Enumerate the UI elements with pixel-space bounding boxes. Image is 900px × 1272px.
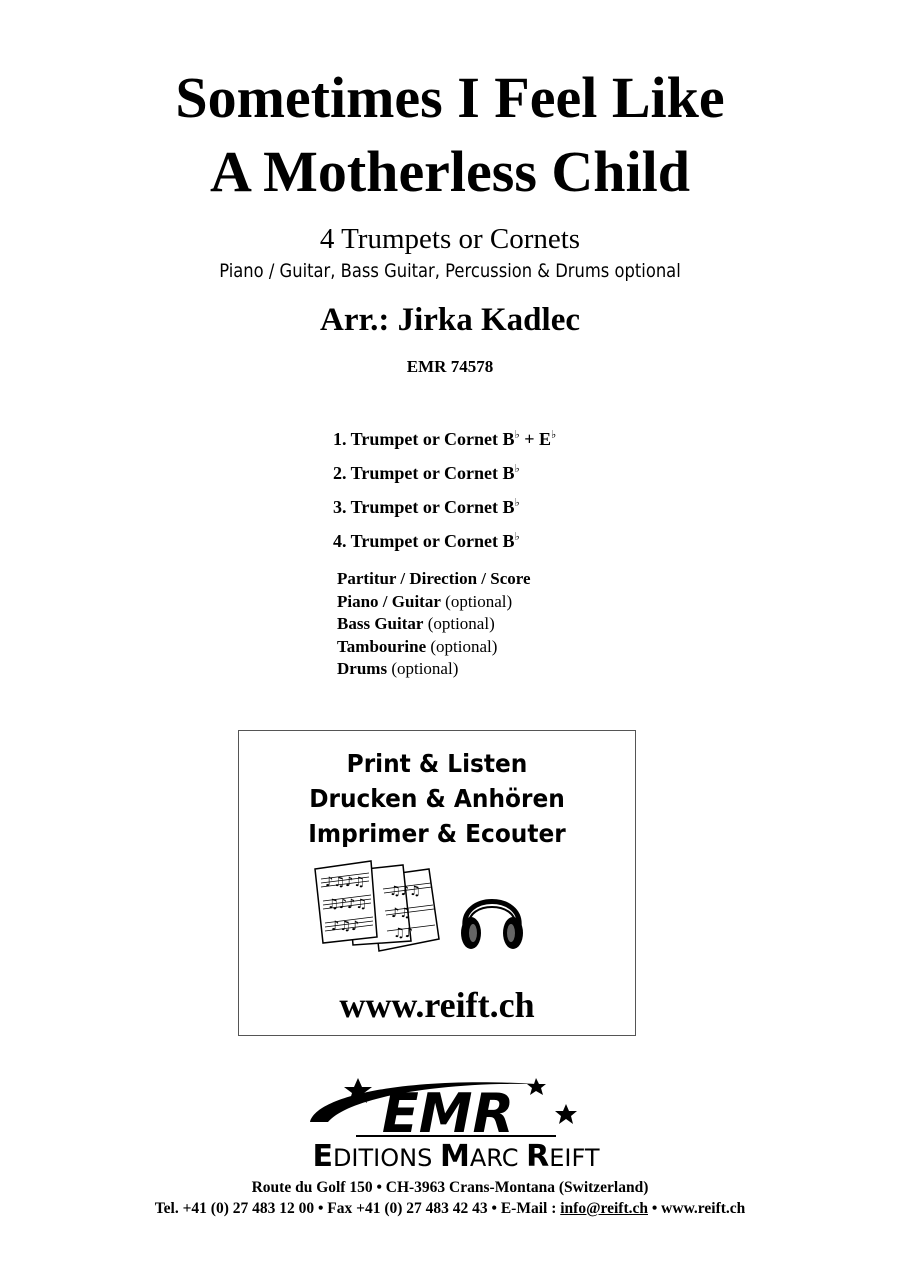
score-name: Tambourine — [337, 636, 427, 656]
flat-sign: ♭ — [514, 463, 520, 475]
sheet-music-icon — [311, 859, 441, 955]
promo-line-2: Drucken & Anhören — [309, 784, 565, 813]
publisher-address: Route du Golf 150 • CH-3963 Crans-Montana (Switzerland) — [251, 1179, 649, 1196]
score-name: Partitur / Direction / Score — [337, 569, 531, 588]
score-item — [337, 613, 531, 636]
svg-text:♪♫♪: ♪♫♪ — [331, 919, 360, 934]
score-item — [337, 568, 531, 591]
part-label: 3. Trumpet or Cornet B — [333, 497, 515, 517]
publisher-name: EDITIONS MARC REIFT — [312, 1139, 600, 1170]
score-item — [337, 658, 531, 681]
promo-line-3: Imprimer & Ecouter — [308, 819, 566, 848]
contact-suffix: • www.reift.ch — [648, 1200, 746, 1217]
part-item — [333, 522, 556, 556]
part-extra: + E — [519, 429, 551, 449]
svg-text:♪♫: ♪♫ — [391, 906, 411, 921]
title-line-1: Sometimes I Feel Like — [175, 65, 725, 130]
svg-text:♫♪♫: ♫♪♫ — [389, 884, 421, 899]
score-name: Bass Guitar — [337, 614, 424, 634]
part-item — [333, 488, 556, 522]
score-note: (optional) — [426, 636, 498, 656]
contact-prefix: Tel. +41 (0) 27 483 12 00 • Fax +41 (0) 27 483 42 43 • E-Mail : — [154, 1200, 561, 1217]
svg-text:♫♪: ♫♪ — [393, 926, 413, 941]
flat-sign: ♭ — [514, 429, 520, 441]
part-label: 1. Trumpet or Cornet B — [333, 429, 515, 449]
score-item — [337, 591, 531, 614]
print-listen-box — [238, 730, 636, 1036]
title-line-2: A Motherless Child — [209, 139, 691, 204]
catalog-number: EMR 74578 — [406, 357, 494, 376]
part-label: 4. Trumpet or Cornet B — [333, 531, 515, 551]
svg-text:♪♫♪♫: ♪♫♪♫ — [325, 875, 365, 890]
headphones-icon — [457, 879, 527, 955]
scores-list — [337, 568, 531, 681]
parts-list — [333, 420, 556, 556]
score-name: Drums — [337, 659, 388, 679]
email-link[interactable]: info@reift.ch — [560, 1200, 648, 1217]
part-item — [333, 454, 556, 488]
publisher-contact — [0, 1198, 900, 1220]
part-label: 2. Trumpet or Cornet B — [333, 463, 515, 483]
instrumentation: Piano / Guitar, Bass Guitar, Percussion & Drums optional — [219, 260, 681, 282]
website-url[interactable]: www.reift.ch — [339, 985, 535, 1025]
star-icon — [527, 1078, 546, 1095]
part-item — [333, 420, 556, 454]
emr-logo — [236, 1070, 676, 1170]
score-item — [337, 636, 531, 659]
score-note: (optional) — [387, 659, 459, 679]
subtitle: 4 Trumpets or Cornets — [319, 223, 581, 255]
star-icon — [555, 1104, 577, 1124]
flat-sign: ♭ — [514, 497, 520, 509]
flat-sign: ♭ — [550, 429, 557, 441]
logo-text: EMR — [381, 1082, 515, 1145]
svg-text:♫♪♪♫: ♫♪♪♫ — [327, 897, 367, 912]
arranger: Arr.: Jirka Kadlec — [320, 302, 580, 338]
promo-line-1: Print & Listen — [346, 749, 528, 778]
flat-sign: ♭ — [514, 531, 520, 543]
score-name: Piano / Guitar — [337, 591, 441, 611]
score-note: (optional) — [440, 591, 513, 611]
score-note: (optional) — [423, 614, 495, 634]
